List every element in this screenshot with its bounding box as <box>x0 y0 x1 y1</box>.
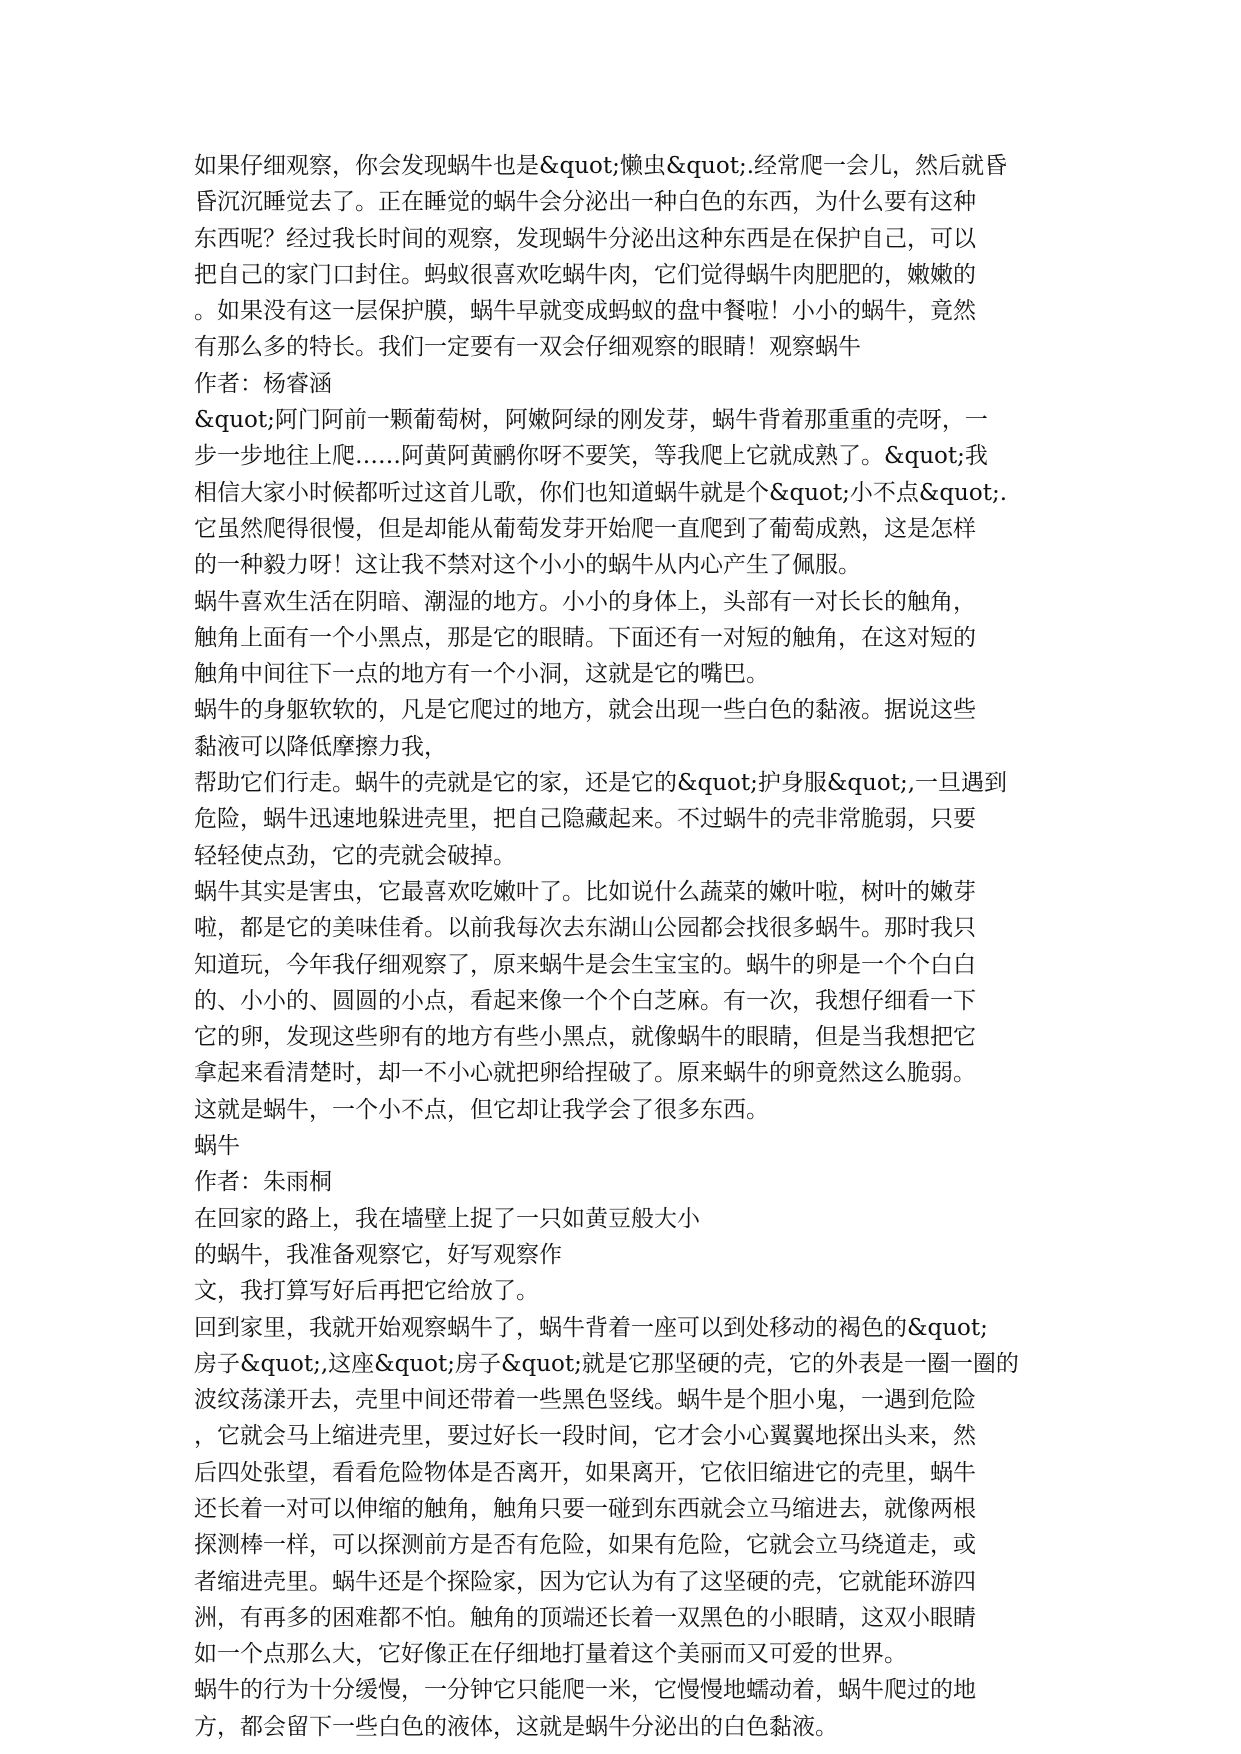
text-line: 的蜗牛，我准备观察它，好写观察作 <box>194 1241 562 1268</box>
text-line: 有那么多的特长。我们一定要有一双会仔细观察的眼睛！观察蜗牛 <box>194 334 861 361</box>
text-line: 危险，蜗牛迅速地躲进壳里，把自己隐藏起来。不过蜗牛的壳非常脆弱，只要 <box>194 806 976 833</box>
text-line: 方，都会留下一些白色的液体，这就是蜗牛分泌出的白色黏液。 <box>194 1713 838 1740</box>
text-line: 探测棒一样，可以探测前方是否有危险，如果有危险，它就会立马绕道走，或 <box>194 1532 976 1559</box>
text-line: 黏液可以降低摩擦力我， <box>194 733 447 760</box>
text-line: &quot;阿门阿前一颗葡萄树，阿嫩阿绿的刚发芽，蜗牛背着那重重的壳呀，一 <box>194 407 988 434</box>
text-line: 者缩进壳里。蜗牛还是个探险家，因为它认为有了这坚硬的壳，它就能环游四 <box>194 1568 976 1595</box>
text-line: 文，我打算写好后再把它给放了。 <box>194 1278 539 1305</box>
text-line: 后四处张望，看看危险物体是否离开，如果离开，它依旧缩进它的壳里，蜗牛 <box>194 1459 976 1486</box>
text-line: 蜗牛的身躯软软的，凡是它爬过的地方，就会出现一些白色的黏液。据说这些 <box>194 697 976 724</box>
text-line: 蜗牛的行为十分缓慢，一分钟它只能爬一米，它慢慢地蠕动着，蜗牛爬过的地 <box>194 1677 976 1704</box>
text-line: 如果仔细观察，你会发现蜗牛也是&quot;懒虫&quot;.经常爬一会儿，然后就昏 <box>194 153 1008 179</box>
text-line: 昏沉沉睡觉去了。正在睡觉的蜗牛会分泌出一种白色的东西，为什么要有这种 <box>194 189 976 216</box>
text-line: 如一个点那么大，它好像正在仔细地打量着这个美丽而又可爱的世界。 <box>194 1641 907 1668</box>
text-line: 相信大家小时候都听过这首儿歌，你们也知道蜗牛就是个&quot;小不点&quot;. <box>194 479 1008 506</box>
document-body <box>194 148 1054 1740</box>
section-title: 蜗牛 <box>194 1133 240 1160</box>
text-line: ，它就会马上缩进壳里，要过好长一段时间，它才会小心翼翼地探出头来，然 <box>194 1423 976 1450</box>
text-line: 。如果没有这一层保护膜，蜗牛早就变成蚂蚁的盘中餐啦！小小的蜗牛，竟然 <box>194 298 976 325</box>
text-line: 房子&quot;,这座&quot;房子&quot;就是它那坚硬的壳，它的外表是一圈一圈的 <box>194 1350 1019 1377</box>
text-line: 的、小小的、圆圆的小点，看起来像一个个白芝麻。有一次，我想仔细看一下 <box>194 987 976 1014</box>
text-line: 把自己的家门口封住。蚂蚁很喜欢吃蜗牛肉，它们觉得蜗牛肉肥肥的，嫩嫩的 <box>194 261 976 288</box>
text-line: 拿起来看清楚时，却一不小心就把卵给捏破了。原来蜗牛的卵竟然这么脆弱。 <box>194 1060 976 1087</box>
text-line: 它虽然爬得很慢，但是却能从葡萄发芽开始爬一直爬到了葡萄成熟，这是怎样 <box>194 515 976 542</box>
author-line: 作者：朱雨桐 <box>194 1169 332 1196</box>
text-line: 步一步地往上爬……阿黄阿黄鹂你呀不要笑，等我爬上它就成熟了。&quot;我 <box>194 443 988 470</box>
text-line: 帮助它们行走。蜗牛的壳就是它的家，还是它的&quot;护身服&quot;,一旦遇到 <box>194 770 1008 797</box>
text-line: 触角上面有一个小黑点，那是它的眼睛。下面还有一对短的触角，在这对短的 <box>194 624 976 651</box>
text-line: 的一种毅力呀！这让我不禁对这个小小的蜗牛从内心产生了佩服。 <box>194 552 861 579</box>
text-line: 蜗牛其实是害虫，它最喜欢吃嫩叶了。比如说什么蔬菜的嫩叶啦，树叶的嫩芽 <box>194 878 976 905</box>
text-line: 在回家的路上，我在墙壁上捉了一只如黄豆般大小 <box>194 1205 700 1232</box>
text-line: 东西呢？经过我长时间的观察，发现蜗牛分泌出这种东西是在保护自己，可以 <box>194 225 976 252</box>
text-line: 触角中间往下一点的地方有一个小洞，这就是它的嘴巴。 <box>194 661 769 688</box>
text-line: 轻轻使点劲，它的壳就会破掉。 <box>194 842 516 869</box>
text-line: 蜗牛喜欢生活在阴暗、潮湿的地方。小小的身体上，头部有一对长长的触角， <box>194 588 976 615</box>
text-line: 还长着一对可以伸缩的触角，触角只要一碰到东西就会立马缩进去，就像两根 <box>194 1495 976 1522</box>
text-line: 波纹荡漾开去，壳里中间还带着一些黑色竖线。蜗牛是个胆小鬼，一遇到危险 <box>194 1387 976 1414</box>
text-line: 它的卵，发现这些卵有的地方有些小黑点，就像蜗牛的眼睛，但是当我想把它 <box>194 1024 976 1051</box>
author-line: 作者：杨睿涵 <box>194 370 332 397</box>
text-line: 知道玩，今年我仔细观察了，原来蜗牛是会生宝宝的。蜗牛的卵是一个个白白 <box>194 951 976 978</box>
text-line: 洲，有再多的困难都不怕。触角的顶端还长着一双黑色的小眼睛，这双小眼睛 <box>194 1604 976 1631</box>
text-line: 啦，都是它的美味佳肴。以前我每次去东湖山公园都会找很多蜗牛。那时我只 <box>194 915 976 942</box>
text-line: 这就是蜗牛，一个小不点，但它却让我学会了很多东西。 <box>194 1096 769 1123</box>
text-line: 回到家里，我就开始观察蜗牛了，蜗牛背着一座可以到处移动的褐色的&quot; <box>194 1314 988 1341</box>
